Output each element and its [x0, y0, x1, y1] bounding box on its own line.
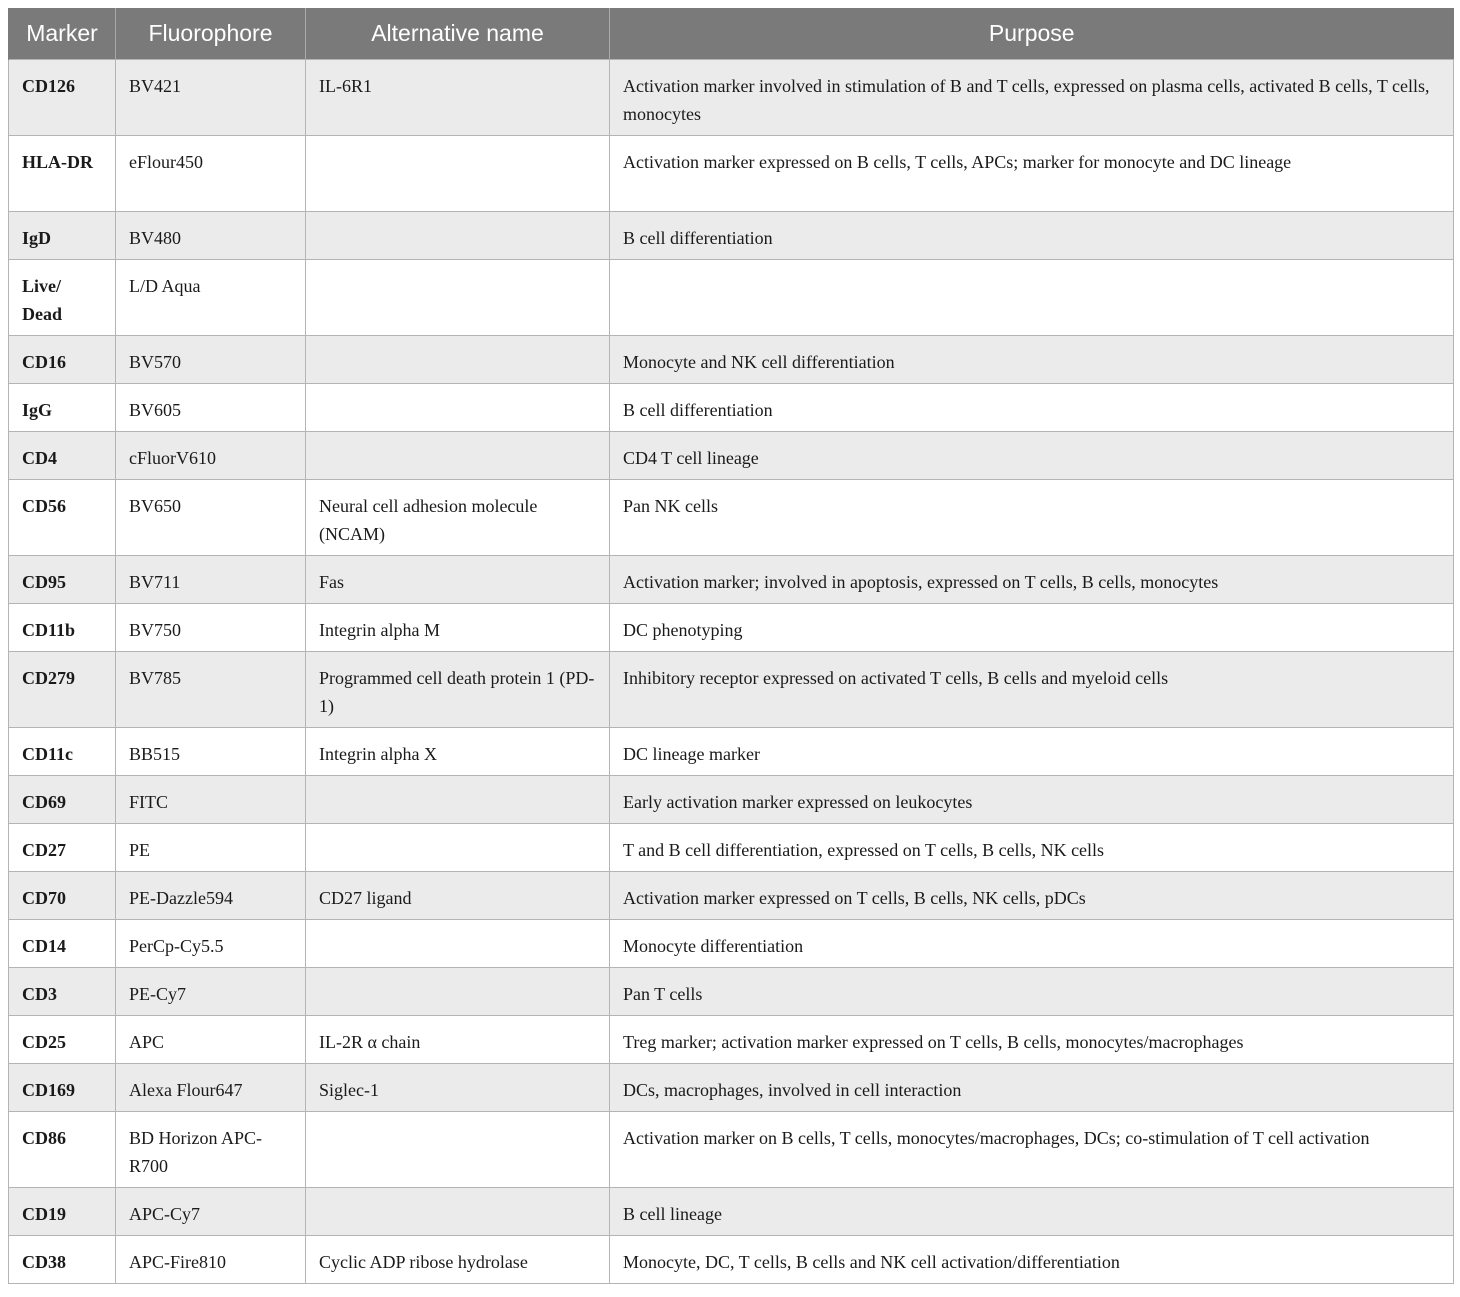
table-row: [9, 872, 1454, 920]
alternative-name-cell: [306, 432, 610, 480]
fluorophore-cell: eFlour450: [116, 136, 306, 212]
alternative-name-cell: Fas: [306, 556, 610, 604]
purpose-cell: Activation marker involved in stimulation of B and T cells, expressed on plasma cells, activated B cells, T cells, monocytes: [610, 60, 1454, 136]
fluorophore-cell: BV750: [116, 604, 306, 652]
header-alternative-name: Alternative name: [306, 8, 610, 60]
header-row: [9, 8, 1454, 60]
purpose-cell: Pan T cells: [610, 968, 1454, 1016]
marker-cell: IgD: [9, 212, 116, 260]
table-row: [9, 432, 1454, 480]
table-row: [9, 136, 1454, 212]
header-marker: Marker: [9, 8, 116, 60]
table-row: [9, 212, 1454, 260]
alternative-name-cell: [306, 336, 610, 384]
marker-table: [8, 8, 1454, 1284]
purpose-cell: Inhibitory receptor expressed on activated T cells, B cells and myeloid cells: [610, 652, 1454, 728]
fluorophore-cell: PE: [116, 824, 306, 872]
purpose-cell: B cell differentiation: [610, 212, 1454, 260]
table-row: [9, 652, 1454, 728]
table-row: [9, 556, 1454, 604]
table-row: [9, 824, 1454, 872]
alternative-name-cell: IL-2R α chain: [306, 1016, 610, 1064]
purpose-cell: DC lineage marker: [610, 728, 1454, 776]
table-container: [8, 8, 1453, 1284]
table-row: [9, 604, 1454, 652]
table-row: [9, 60, 1454, 136]
purpose-cell: Activation marker on B cells, T cells, monocytes/macrophages, DCs; co-stimulation of T cell activation: [610, 1112, 1454, 1188]
alternative-name-cell: [306, 136, 610, 212]
fluorophore-cell: cFluorV610: [116, 432, 306, 480]
alternative-name-cell: [306, 920, 610, 968]
purpose-cell: Early activation marker expressed on leukocytes: [610, 776, 1454, 824]
marker-cell: IgG: [9, 384, 116, 432]
purpose-cell: Monocyte and NK cell differentiation: [610, 336, 1454, 384]
fluorophore-cell: BV570: [116, 336, 306, 384]
marker-cell: CD27: [9, 824, 116, 872]
alternative-name-cell: Programmed cell death protein 1 (PD-1): [306, 652, 610, 728]
table-body: [9, 60, 1454, 1284]
table-row: [9, 968, 1454, 1016]
fluorophore-cell: BB515: [116, 728, 306, 776]
fluorophore-cell: BV785: [116, 652, 306, 728]
marker-cell: CD11c: [9, 728, 116, 776]
marker-cell: CD279: [9, 652, 116, 728]
alternative-name-cell: [306, 260, 610, 336]
fluorophore-cell: BD Horizon APC-R700: [116, 1112, 306, 1188]
table-row: [9, 728, 1454, 776]
marker-cell: CD169: [9, 1064, 116, 1112]
table-row: [9, 260, 1454, 336]
table-row: [9, 776, 1454, 824]
marker-cell: CD3: [9, 968, 116, 1016]
table-row: [9, 336, 1454, 384]
fluorophore-cell: BV650: [116, 480, 306, 556]
alternative-name-cell: [306, 776, 610, 824]
marker-cell: CD11b: [9, 604, 116, 652]
alternative-name-cell: Neural cell adhesion molecule (NCAM): [306, 480, 610, 556]
purpose-cell: DC phenotyping: [610, 604, 1454, 652]
table-row: [9, 1112, 1454, 1188]
table-row: [9, 1188, 1454, 1236]
alternative-name-cell: [306, 384, 610, 432]
table-row: [9, 1016, 1454, 1064]
fluorophore-cell: BV605: [116, 384, 306, 432]
marker-cell: CD56: [9, 480, 116, 556]
marker-cell: CD70: [9, 872, 116, 920]
alternative-name-cell: IL-6R1: [306, 60, 610, 136]
purpose-cell: Pan NK cells: [610, 480, 1454, 556]
marker-cell: Live/ Dead: [9, 260, 116, 336]
marker-cell: CD14: [9, 920, 116, 968]
header-fluorophore: Fluorophore: [116, 8, 306, 60]
purpose-cell: Activation marker expressed on B cells, T cells, APCs; marker for monocyte and DC lineage: [610, 136, 1454, 212]
marker-cell: CD95: [9, 556, 116, 604]
marker-cell: CD126: [9, 60, 116, 136]
alternative-name-cell: CD27 ligand: [306, 872, 610, 920]
table-row: [9, 1236, 1454, 1284]
fluorophore-cell: FITC: [116, 776, 306, 824]
purpose-cell: Activation marker; involved in apoptosis, expressed on T cells, B cells, monocytes: [610, 556, 1454, 604]
alternative-name-cell: Integrin alpha M: [306, 604, 610, 652]
fluorophore-cell: PerCp-Cy5.5: [116, 920, 306, 968]
marker-cell: CD86: [9, 1112, 116, 1188]
fluorophore-cell: APC: [116, 1016, 306, 1064]
fluorophore-cell: PE-Dazzle594: [116, 872, 306, 920]
purpose-cell: Activation marker expressed on T cells, B cells, NK cells, pDCs: [610, 872, 1454, 920]
purpose-cell: B cell lineage: [610, 1188, 1454, 1236]
marker-cell: HLA-DR: [9, 136, 116, 212]
table-row: [9, 1064, 1454, 1112]
purpose-cell: B cell differentiation: [610, 384, 1454, 432]
marker-cell: CD16: [9, 336, 116, 384]
fluorophore-cell: L/D Aqua: [116, 260, 306, 336]
table-row: [9, 384, 1454, 432]
fluorophore-cell: APC-Fire810: [116, 1236, 306, 1284]
marker-cell: CD19: [9, 1188, 116, 1236]
table-row: [9, 920, 1454, 968]
fluorophore-cell: APC-Cy7: [116, 1188, 306, 1236]
marker-cell: CD4: [9, 432, 116, 480]
fluorophore-cell: BV480: [116, 212, 306, 260]
table-row: [9, 480, 1454, 556]
alternative-name-cell: [306, 1112, 610, 1188]
fluorophore-cell: Alexa Flour647: [116, 1064, 306, 1112]
purpose-cell: [610, 260, 1454, 336]
marker-cell: CD38: [9, 1236, 116, 1284]
fluorophore-cell: BV711: [116, 556, 306, 604]
marker-cell: CD69: [9, 776, 116, 824]
fluorophore-cell: PE-Cy7: [116, 968, 306, 1016]
alternative-name-cell: [306, 212, 610, 260]
alternative-name-cell: [306, 968, 610, 1016]
purpose-cell: T and B cell differentiation, expressed on T cells, B cells, NK cells: [610, 824, 1454, 872]
alternative-name-cell: [306, 824, 610, 872]
alternative-name-cell: Cyclic ADP ribose hydrolase: [306, 1236, 610, 1284]
header-purpose: Purpose: [610, 8, 1454, 60]
purpose-cell: Treg marker; activation marker expressed on T cells, B cells, monocytes/macrophages: [610, 1016, 1454, 1064]
purpose-cell: Monocyte, DC, T cells, B cells and NK cell activation/differentiation: [610, 1236, 1454, 1284]
purpose-cell: Monocyte differentiation: [610, 920, 1454, 968]
fluorophore-cell: BV421: [116, 60, 306, 136]
purpose-cell: DCs, macrophages, involved in cell interaction: [610, 1064, 1454, 1112]
alternative-name-cell: Siglec-1: [306, 1064, 610, 1112]
purpose-cell: CD4 T cell lineage: [610, 432, 1454, 480]
alternative-name-cell: Integrin alpha X: [306, 728, 610, 776]
marker-cell: CD25: [9, 1016, 116, 1064]
alternative-name-cell: [306, 1188, 610, 1236]
